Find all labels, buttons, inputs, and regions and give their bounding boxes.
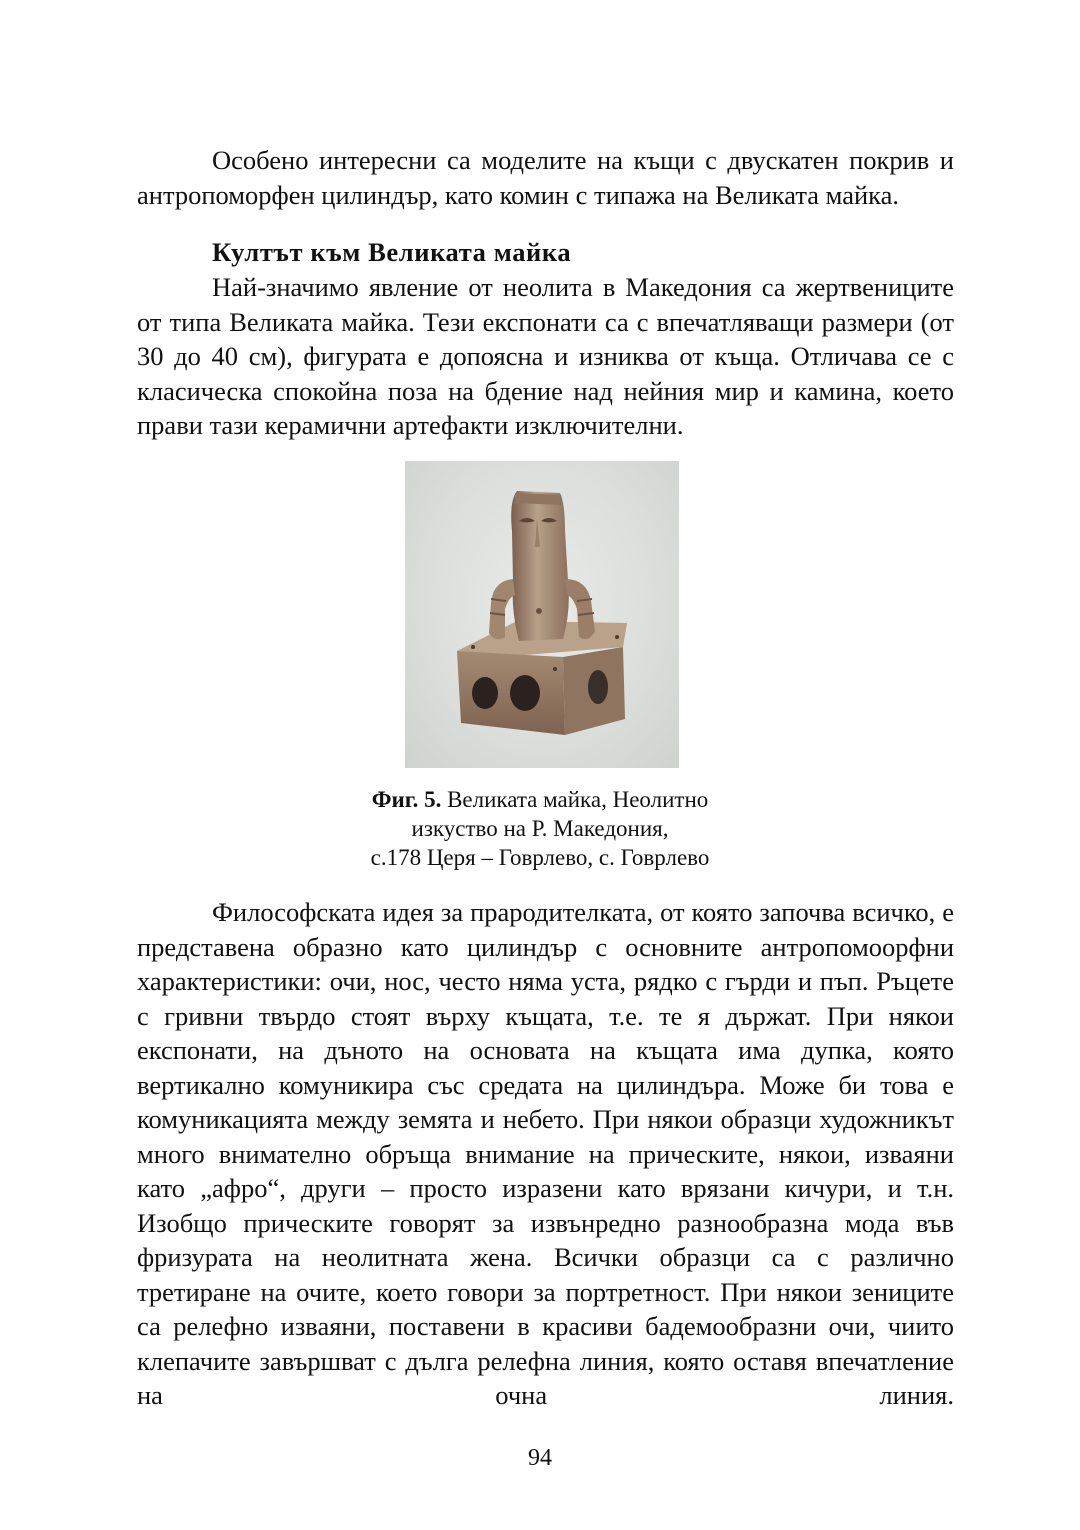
intro-paragraph: Особено интересни са моделите на къщи с двускатен покрив и антропоморфен цилиндър, като комин с типажа на Великата майка. [137, 145, 954, 210]
great-mother-figurine-image [405, 461, 679, 768]
section-text [137, 270, 954, 443]
caption-line-2: изкуство на Р. Македония, [411, 816, 669, 841]
house-hole [472, 677, 498, 709]
caption-line-3: с.178 Церя – Говрлево, с. Говрлево [370, 845, 710, 870]
section-paragraph: Най-значимо явление от неолита в Македония са жертвениците от типа Великата майка. Тези експонати са с впечатляващи размери (от 30 до 40 см), фигурата е допоясна и изниква от къща. Отличава се с класическа спокойна поза на бдение над нейния мир и камина, което прави тази керамични артефакти изключителни. [137, 272, 954, 440]
intro-text [137, 143, 954, 212]
page-number: 94 [528, 1445, 552, 1471]
body-text [137, 895, 954, 1413]
house-hole [510, 675, 540, 711]
figure-torso [511, 491, 569, 641]
body-paragraph: Философската идея за прародителката, от която започва всичко, е представена образно като цилиндър с основните антропомоорфни характеристики: очи, нос, често няма уста, рядко с гърди и пъп. Ръцете с гривни твърдо стоят върху къщата, т.е. те я държат. При някои експонати, на дъното на основата на къщата има дупка, която вертикално комуникира със средата на цилиндъра. Може би това е комуникацията между земята и небето. При някои образци художникът много внимателно обръща внимание на прическите, някои, изваяни като „афро“, други – просто изразени като врязани кичури, и т.н. Изобщо прическите говорят за извънредно разнообразна мода във фризурата на неолитната жена. Всички образци са с различно третиране на очите, което говори за портретност. При някои зениците са релефно изваяни, поставени в красиви бадемообразни очи, чиито клепачите завършват с дълга релефна линия, която оставя впечатление на очна линия. [137, 897, 954, 1410]
figure-caption [300, 785, 780, 872]
figure-image [405, 461, 679, 768]
house-hole [588, 670, 608, 704]
caption-label: Фиг. 5. [371, 787, 442, 812]
caption-line-1: Фиг. 5. Великата майка, Неолитно [371, 787, 709, 812]
section-heading: Култът към Великата майка [212, 237, 572, 267]
